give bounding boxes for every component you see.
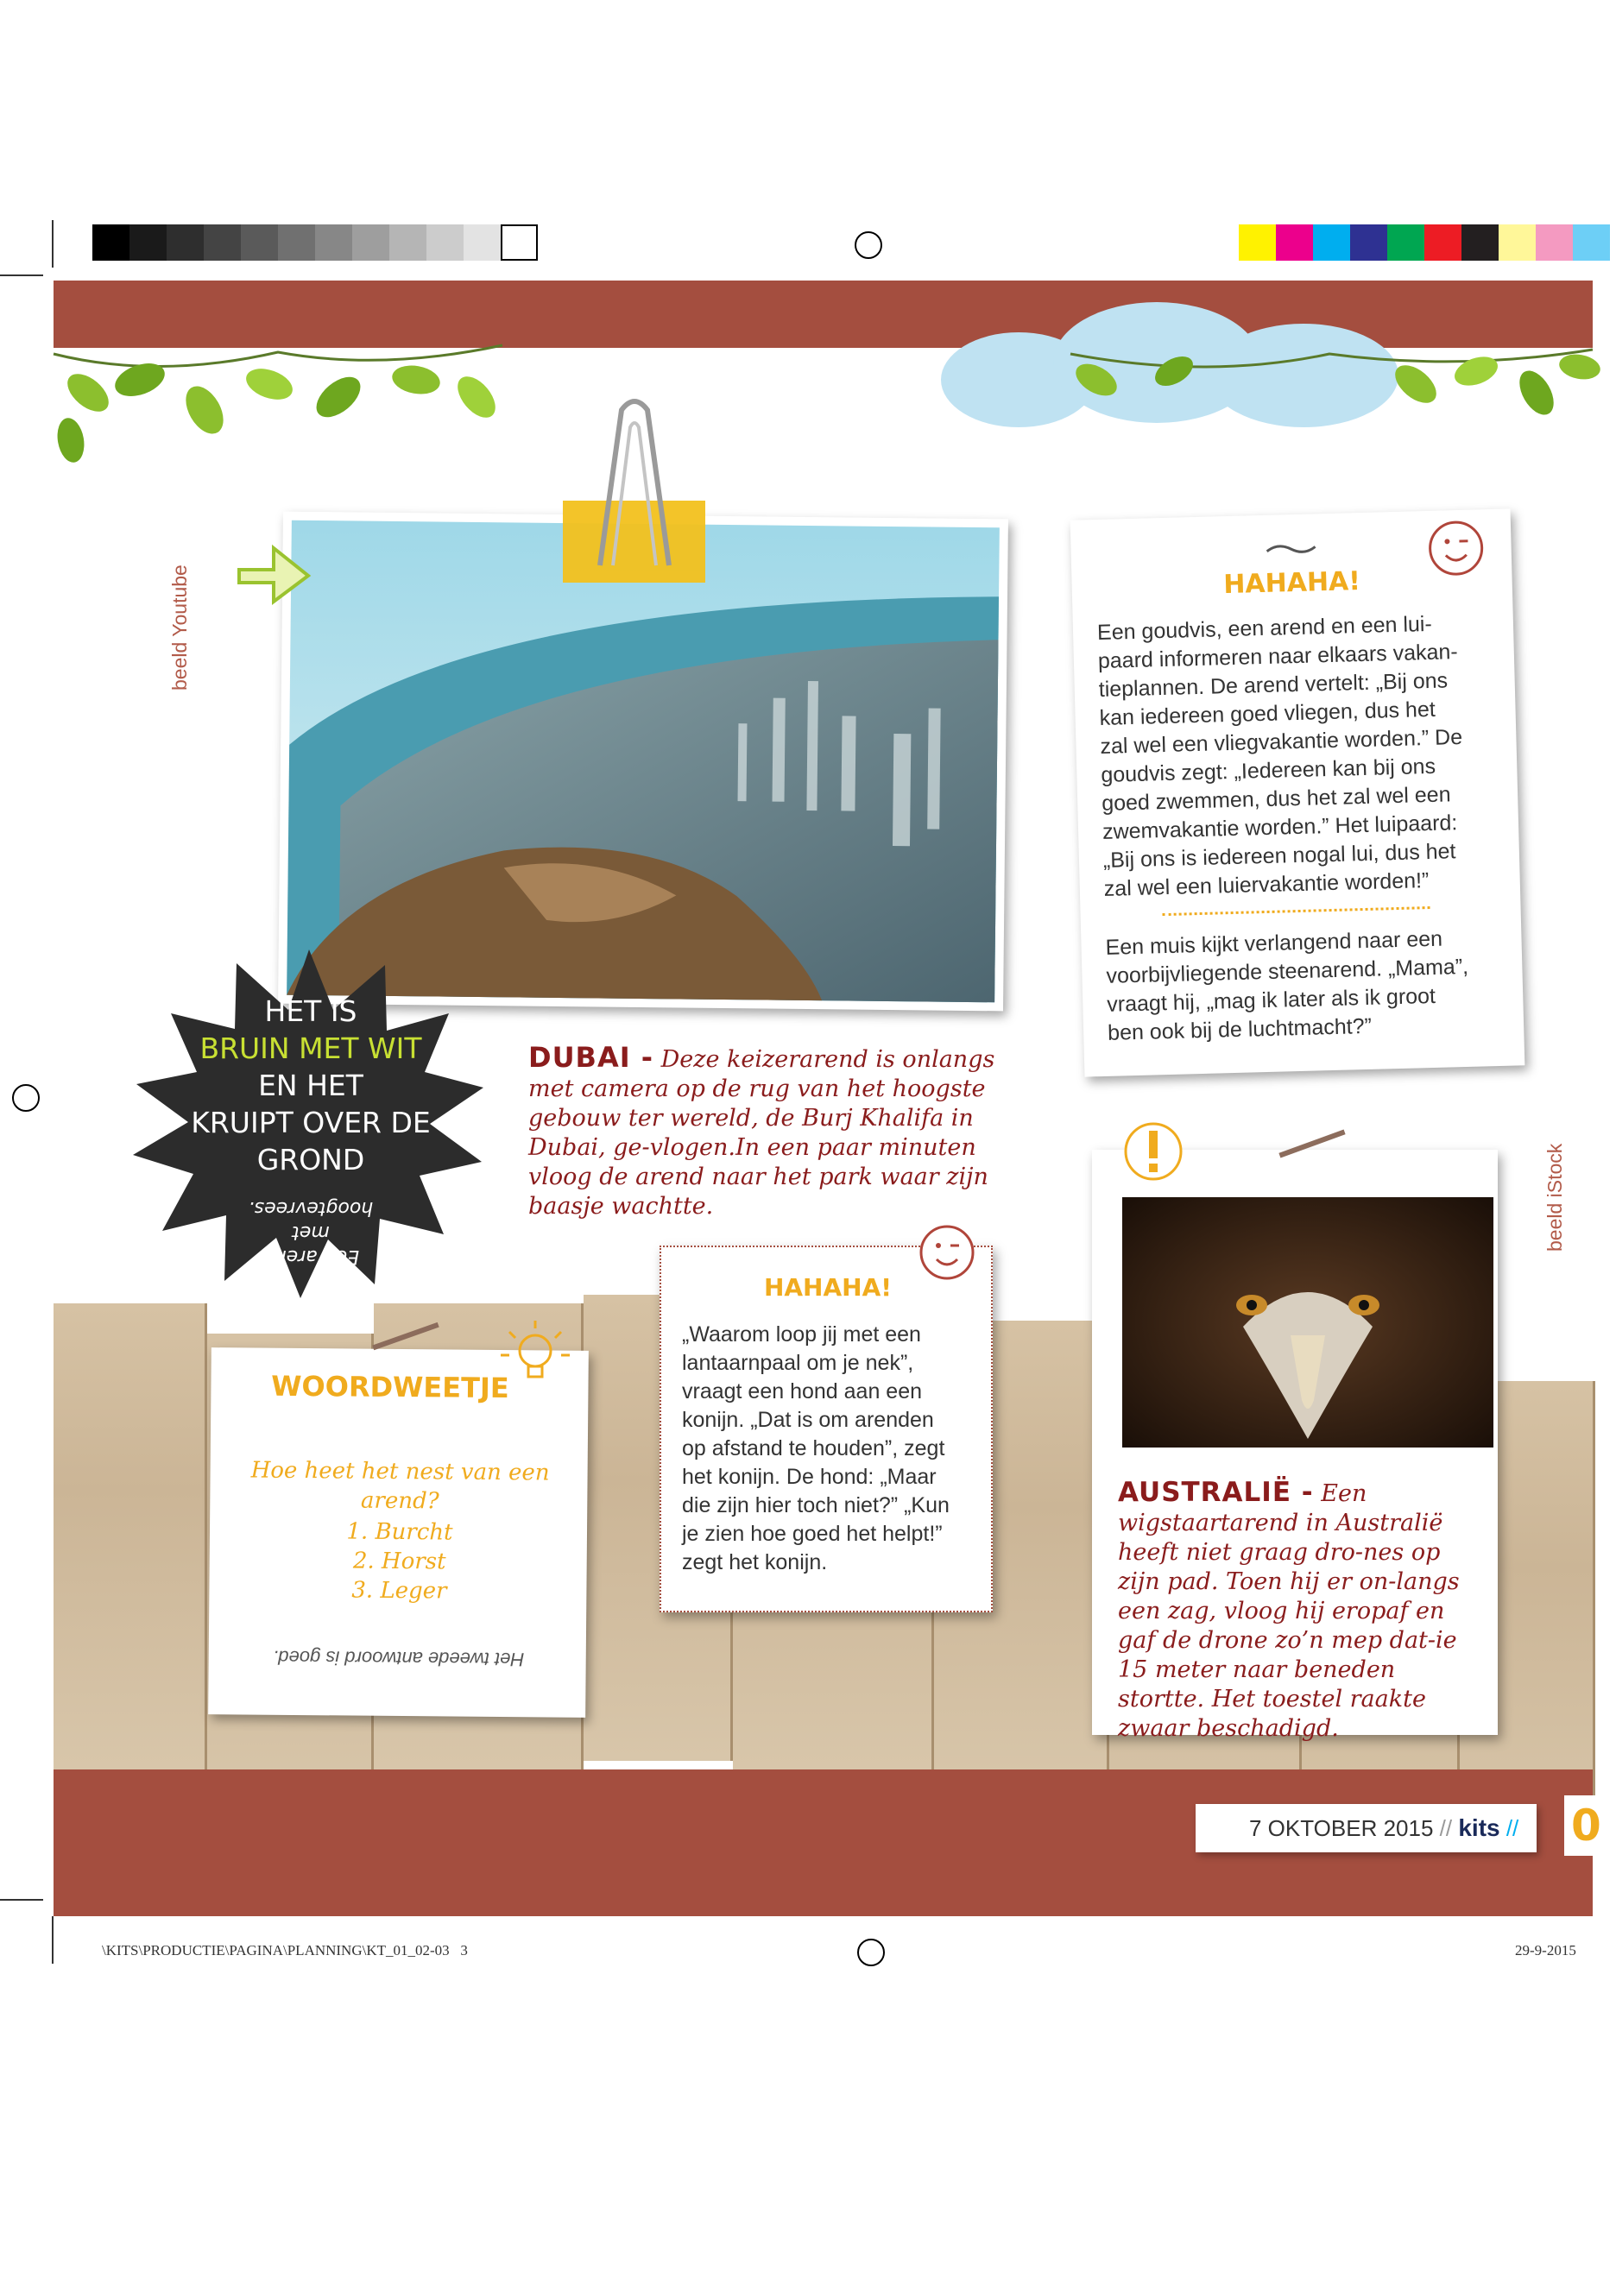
joke2-line: je zien hoe goed het helpt!”: [682, 1522, 943, 1546]
card-pin: [1278, 1130, 1345, 1158]
leaves-right-decoration: [1070, 345, 1593, 440]
joke1-line: „Bij ons is iedereen nogal lui, dus het: [1102, 839, 1456, 873]
riddle-line-2: BRUIN MET WIT: [199, 1031, 422, 1065]
photo-credit-youtube: beeld Youtube: [168, 565, 191, 691]
leaves-left-decoration: [54, 345, 502, 475]
joke-card-small: [660, 1246, 993, 1612]
joke2-line: „Waarom loop jij met een: [682, 1322, 921, 1347]
option-item: 3. Leger: [351, 1577, 447, 1605]
slug-line-right: 29-9-2015: [1515, 1942, 1576, 1959]
joke2-line: zegt het konijn.: [682, 1550, 828, 1574]
joke2-line: konijn. „Dat is om arenden: [682, 1408, 934, 1432]
riddle-answer-upside-down: Een arend met hoogtevrees.: [248, 1197, 374, 1267]
registration-mark: [855, 231, 882, 259]
joke1-line: ben ook bij de luchtmacht?”: [1107, 1013, 1373, 1045]
joke1-line: goudvis zegt: „Iedereen kan bij ons: [1101, 754, 1436, 787]
joke1-line: zal wel een luiervakantie worden!”: [1103, 868, 1430, 901]
joke2-line: lantaarnpaal om je nek”,: [682, 1351, 914, 1375]
issue-date: 7 OKTOBER 2015: [1249, 1815, 1434, 1841]
joke2-line: op afstand te houden”, zegt: [682, 1436, 945, 1460]
registration-mark: [857, 1939, 885, 1966]
riddle-line-5: GROND: [256, 1143, 365, 1176]
footer-date-tag: [1196, 1804, 1537, 1852]
separator: //: [1439, 1815, 1453, 1841]
riddle-line-1: HET IS: [264, 994, 357, 1028]
crop-mark: [52, 220, 54, 268]
joke-card-large: [1070, 508, 1525, 1076]
joke1-line: paard informeren naar elkaars vakan-: [1097, 640, 1459, 673]
woordweetje-options: [243, 1516, 555, 1606]
woordweetje-title: WOORDWEETJE: [271, 1369, 509, 1405]
woordweetje-card: [208, 1347, 589, 1718]
page-number: 0: [1564, 1795, 1616, 1856]
photo-credit-istock: beeld iStock: [1543, 1143, 1566, 1252]
registration-mark: [12, 1084, 40, 1112]
crop-mark: [0, 1899, 43, 1901]
binder-clip-icon: [587, 393, 682, 574]
joke2-line: het konijn. De hond: „Maar: [682, 1465, 937, 1489]
eagle-photo: [1122, 1197, 1493, 1448]
riddle-text: [138, 993, 483, 1178]
joke2-body: [682, 1321, 980, 1577]
joke1-line: goed zwemmen, dus het zal wel een: [1101, 782, 1451, 816]
dubai-text: Deze keizerarend is onlangs met camera op de rug van het hoogste gebouw ter wereld, de Burj Khalifa in Dubai, ge-vlogen.In een paar minuten vloog de arend naar het park waar zijn baasje wachtte.: [528, 1046, 995, 1220]
joke1-line: voorbijvliegende steenarend. „Mama”,: [1106, 954, 1469, 988]
joke1-line: Een muis kijkt verlangend naar een: [1105, 926, 1443, 960]
riddle-line-3: EN HET: [258, 1069, 363, 1102]
arrow-doodle-icon: [235, 539, 312, 609]
crop-mark: [0, 274, 43, 276]
dubai-lead: DUBAI -: [528, 1041, 654, 1074]
joke2-line: die zijn hier toch niet?” „Kun: [682, 1493, 950, 1517]
crop-mark: [52, 1916, 54, 1964]
riddle-line-4: KRUIPT OVER DE: [191, 1106, 431, 1139]
woordweetje-answer-upside-down: Het tweede antwoord is goed.: [273, 1646, 525, 1671]
exclamation-icon: [1122, 1115, 1184, 1193]
joke1-line: zwemvakantie worden.” Het luipaard:: [1102, 811, 1458, 844]
joke1-line: tieplannen. De arend vertelt: „Bij ons: [1098, 668, 1449, 702]
option-item: 2. Horst: [352, 1548, 446, 1575]
dotted-divider: [1163, 906, 1430, 916]
dubai-caption: [528, 1043, 1012, 1221]
joke1-line: zal wel een vliegvakantie worden.” De: [1100, 724, 1463, 759]
australia-text: Een wigstaartarend in Australië heeft niet graag dro-nes op zijn pad. Toen hij er on-langs een zag, vloog hij eropaf en gaf de drone zo’n mep dat-ie 15 meter naar beneden stortte. Het toestel raakte zwaar beschadigd.: [1118, 1480, 1460, 1742]
joke1-line: kan iedereen goed vliegen, dus het: [1099, 697, 1436, 730]
dubai-aerial-photo: [287, 520, 1000, 1003]
australia-lead: AUSTRALIË -: [1118, 1477, 1314, 1508]
joke1-body: [1097, 609, 1501, 904]
option-item: 1. Burcht: [346, 1518, 453, 1546]
australia-card: [1092, 1150, 1498, 1742]
slug-line-left: \KITS\PRODUCTIE\PAGINA\PLANNING\KT_01_02-03 3: [102, 1942, 468, 1959]
brand-logo: kits: [1458, 1814, 1500, 1841]
joke1-line: Een goudvis, een arend en een lui-: [1096, 611, 1433, 646]
joke2-line: vraagt een hond aan een: [682, 1379, 923, 1403]
squiggle-icon: [1265, 539, 1317, 558]
lightbulb-icon: [496, 1316, 574, 1394]
australia-caption: [1118, 1478, 1480, 1744]
dubai-photo-card: [278, 512, 1008, 1012]
separator: //: [1506, 1815, 1519, 1841]
joke1-line: vraagt hij, „mag ik later als ik groot: [1106, 983, 1436, 1017]
joke2-title: HAHAHA!: [763, 1273, 893, 1302]
joke1-title: HAHAHA!: [1222, 566, 1361, 601]
joke1-second: [1105, 924, 1505, 1048]
woordweetje-question: Hoe heet het nest van een arend?: [250, 1457, 550, 1515]
